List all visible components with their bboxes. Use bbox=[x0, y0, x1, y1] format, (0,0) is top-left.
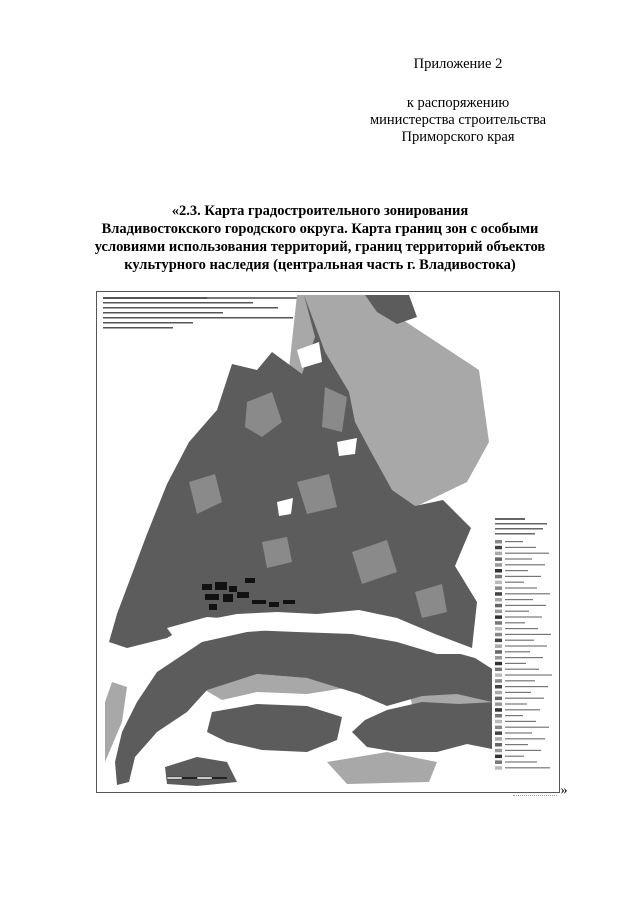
legend-swatch bbox=[495, 575, 502, 579]
legend-text-line bbox=[505, 750, 541, 751]
legend-swatch bbox=[495, 731, 502, 735]
legend-swatch bbox=[495, 586, 502, 590]
legend-swatch bbox=[495, 540, 502, 544]
dotted-leader bbox=[513, 786, 557, 796]
legend-text-line bbox=[505, 611, 529, 612]
legend-swatch bbox=[495, 737, 502, 741]
legend-swatch bbox=[495, 714, 502, 718]
map-image bbox=[97, 292, 559, 792]
title-line-4: культурного наследия (центральная часть г. Владивостока) bbox=[124, 257, 516, 273]
legend-text-line bbox=[505, 622, 525, 623]
legend-swatch bbox=[495, 592, 502, 596]
legend-swatch bbox=[495, 639, 502, 643]
legend-text-line bbox=[505, 715, 523, 716]
legend-text-line bbox=[505, 634, 551, 635]
legend-swatch bbox=[495, 563, 502, 567]
legend-text-line bbox=[505, 727, 549, 728]
legend-swatch bbox=[495, 610, 502, 614]
order-reference: к распоряжению bbox=[406, 95, 510, 111]
closing-mark bbox=[513, 783, 573, 799]
legend-text-line bbox=[505, 587, 537, 588]
legend-swatch bbox=[495, 552, 502, 556]
legend-swatch bbox=[495, 627, 502, 631]
legend-swatch bbox=[495, 662, 502, 666]
ministry-name: министерства строительства bbox=[369, 112, 547, 128]
legend-text-line bbox=[505, 593, 550, 594]
legend-swatch bbox=[495, 569, 502, 573]
legend-swatch bbox=[495, 673, 502, 677]
legend-text-line bbox=[505, 651, 530, 652]
legend-text-line bbox=[505, 576, 541, 577]
legend-swatch bbox=[495, 621, 502, 625]
legend-text-line bbox=[505, 582, 524, 583]
legend-swatch bbox=[495, 633, 502, 637]
legend-text-line bbox=[505, 547, 536, 548]
legend-swatch bbox=[495, 679, 502, 683]
zoning-map bbox=[96, 291, 560, 793]
map-header bbox=[103, 297, 307, 329]
legend-swatch bbox=[495, 708, 502, 712]
legend-text-line bbox=[505, 721, 536, 722]
legend-swatch bbox=[495, 598, 502, 602]
legend-swatch bbox=[495, 760, 502, 764]
legend-text-line bbox=[505, 628, 538, 629]
legend-text-line bbox=[505, 744, 528, 745]
legend-swatch bbox=[495, 581, 502, 585]
closing-quote: » bbox=[560, 783, 568, 798]
legend-text-line bbox=[505, 553, 549, 554]
region-name: Приморского края bbox=[401, 129, 515, 145]
legend-swatch bbox=[495, 691, 502, 695]
legend-swatch bbox=[495, 557, 502, 561]
scale-bar bbox=[167, 777, 227, 779]
legend-text-line bbox=[505, 686, 548, 687]
legend-text-line bbox=[505, 645, 547, 646]
legend-text-line bbox=[505, 570, 528, 571]
legend-text-line bbox=[505, 669, 539, 670]
legend-text-line bbox=[505, 616, 542, 617]
appendix-label: Приложение 2 bbox=[413, 56, 503, 72]
legend-text-line bbox=[505, 640, 534, 641]
legend-text-line bbox=[505, 680, 535, 681]
legend-swatch bbox=[495, 650, 502, 654]
legend-text-line bbox=[505, 564, 545, 565]
legend-text-line bbox=[505, 605, 546, 606]
legend-text-line bbox=[505, 709, 540, 710]
title-line-3: условиями использования территорий, границ территорий объектов bbox=[94, 239, 546, 255]
legend-swatch bbox=[495, 656, 502, 660]
title-line-1: «2.3. Карта градостроительного зонирования bbox=[171, 203, 469, 219]
legend-text-line bbox=[505, 657, 543, 658]
legend-text-line bbox=[505, 663, 526, 664]
legend-text-line bbox=[505, 756, 524, 757]
legend-text-line bbox=[505, 599, 533, 600]
legend-text-line bbox=[505, 674, 552, 675]
legend-text-line bbox=[505, 541, 523, 542]
legend-swatch bbox=[495, 546, 502, 550]
legend-text-line bbox=[505, 703, 527, 704]
legend-swatch bbox=[495, 615, 502, 619]
legend-text-line bbox=[505, 761, 537, 762]
document-title bbox=[80, 202, 560, 274]
legend-swatch bbox=[495, 720, 502, 724]
legend-text-line bbox=[505, 732, 532, 733]
legend-swatch bbox=[495, 702, 502, 706]
legend-panel bbox=[492, 514, 556, 774]
legend-text-line bbox=[505, 692, 531, 693]
legend-text-line bbox=[505, 767, 550, 768]
legend-swatch bbox=[495, 755, 502, 759]
legend-swatch bbox=[495, 743, 502, 747]
appendix-block bbox=[340, 56, 576, 146]
title-line-2: Владивостокского городского округа. Карта границ зон с особыми bbox=[101, 221, 539, 237]
legend-text-line bbox=[505, 558, 532, 559]
legend-text-line bbox=[505, 738, 545, 739]
legend-swatch bbox=[495, 749, 502, 753]
legend-swatch bbox=[495, 697, 502, 701]
legend-text-line bbox=[505, 698, 544, 699]
legend-swatch bbox=[495, 668, 502, 672]
legend-swatch bbox=[495, 685, 502, 689]
legend-swatch bbox=[495, 644, 502, 648]
legend-swatch bbox=[495, 726, 502, 730]
legend-swatch bbox=[495, 604, 502, 608]
legend-swatch bbox=[495, 766, 502, 770]
